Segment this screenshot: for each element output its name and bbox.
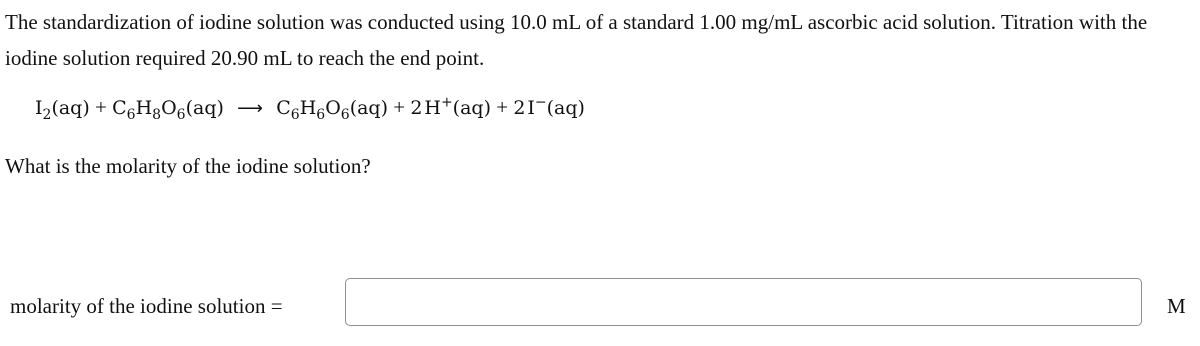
equation-product-iodide-ion: 2 I−(aq)	[513, 94, 585, 119]
answer-label: molarity of the iodine solution =	[10, 294, 283, 318]
equation-reactant-ascorbic-acid: $C_6H_8O_6(aq)$	[112, 97, 224, 123]
reaction-arrow-icon: ⟶	[237, 98, 263, 119]
equation-plus: +	[496, 95, 509, 119]
problem-statement: The standardization of iodine solution was conducted using 10.0 mL of a standard 1.00 mg/mL ascorbic acid solution. Titration with the iodine solution required 20.90 mL to reach the end point.	[5, 10, 1148, 70]
unit-label: M	[1167, 294, 1186, 318]
equation-product-hydrogen-ion: 2 H+(aq)	[410, 94, 491, 119]
question-text: What is the molarity of the iodine solution?	[5, 154, 371, 178]
equation-plus: +	[95, 95, 107, 119]
equation-product-dehydroascorbic-acid: $C_6H_6O_6(aq)$	[276, 97, 389, 123]
equation-reactant-iodine: $I_2(aq)$	[35, 97, 90, 123]
molarity-answer-input[interactable]	[345, 278, 1142, 326]
chemical-equation	[35, 92, 585, 124]
equation-plus: +	[393, 95, 406, 119]
